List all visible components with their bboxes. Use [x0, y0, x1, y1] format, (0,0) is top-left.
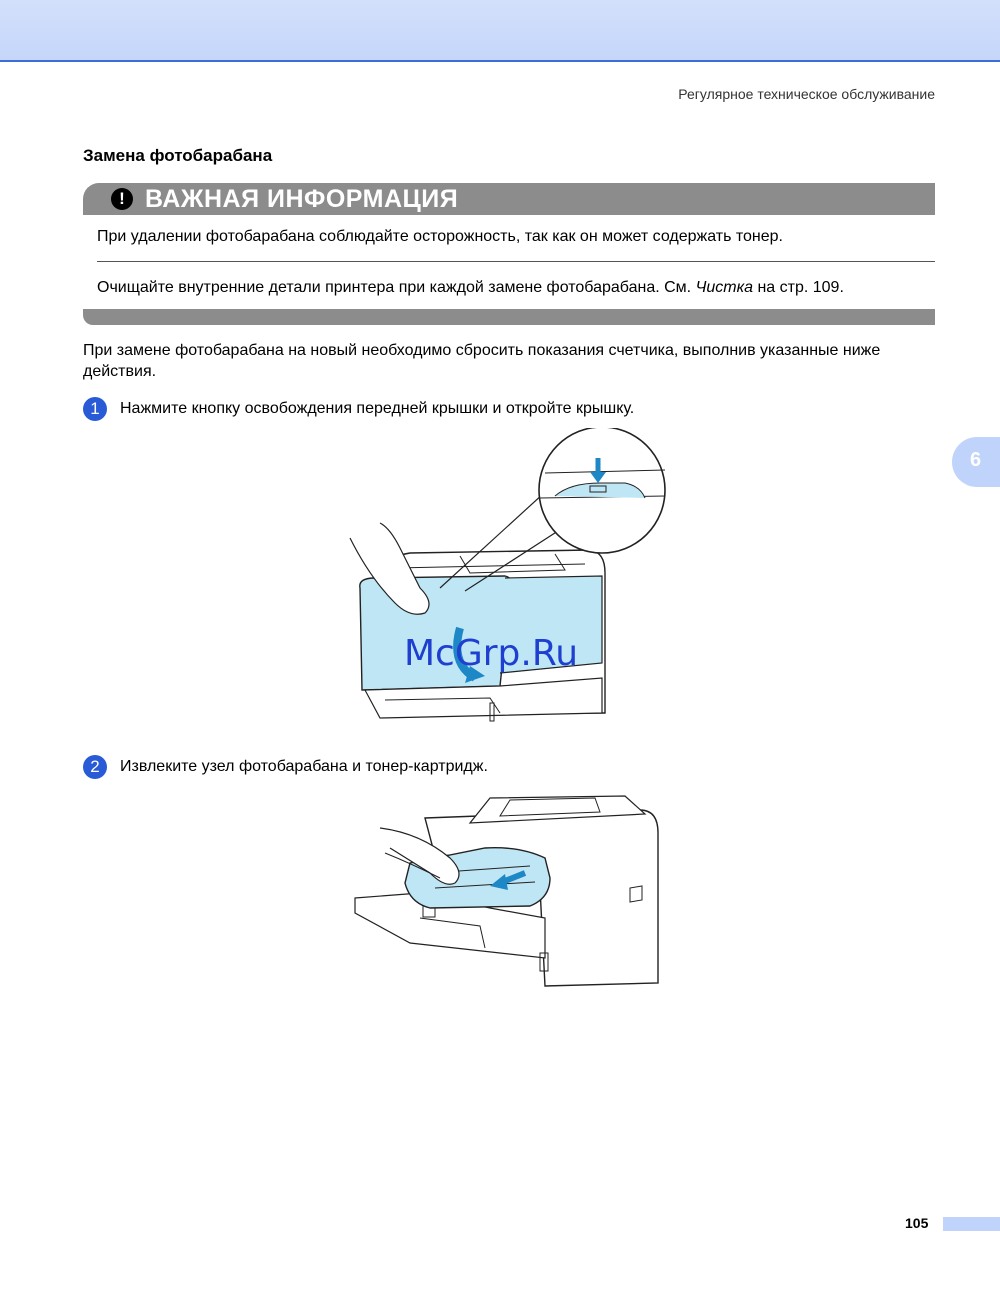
- section-title: Замена фотобарабана: [83, 146, 273, 165]
- important-banner-bottom: [83, 309, 935, 325]
- printer-front-cover-illustration: [340, 428, 680, 743]
- chapter-tab-number: 6: [970, 449, 982, 471]
- intro-paragraph: При замене фотобарабана на новый необходимо сбросить показания счетчика, выполнив указанные ниже действия.: [83, 342, 881, 380]
- important-line-2: [97, 279, 844, 297]
- step-text-1: Нажмите кнопку освобождения передней крышки и откройте крышку.: [120, 400, 635, 417]
- step-text-2: Извлеките узел фотобарабана и тонер-картридж.: [120, 758, 488, 775]
- page-number: 105: [905, 1215, 929, 1231]
- important-label: ВАЖНАЯ ИНФОРМАЦИЯ: [145, 185, 459, 213]
- running-head: Регулярное техническое обслуживание: [678, 86, 935, 102]
- chapter-tab: [952, 437, 1000, 487]
- step-number-1: 1: [83, 397, 107, 421]
- exclamation-icon: !: [111, 188, 133, 210]
- important-line-2-page: на стр. 109.: [753, 279, 844, 296]
- step-number-2: 2: [83, 755, 107, 779]
- important-line-1: При удалении фотобарабана соблюдайте осторожность, так как он может содержать тонер.: [97, 228, 783, 245]
- watermark: [400, 625, 620, 675]
- important-banner: [83, 183, 935, 215]
- cross-reference-link[interactable]: Чистка: [695, 279, 754, 296]
- drum-removal-illustration: [350, 778, 670, 993]
- important-divider: [97, 261, 935, 262]
- important-line-2-text: Очищайте внутренние детали принтера при каждой замене фотобарабана. См.: [97, 279, 696, 296]
- page-header-band: [0, 0, 1000, 62]
- watermark-text: McGrp.Ru: [404, 633, 579, 674]
- page-number-bar: [943, 1217, 1000, 1231]
